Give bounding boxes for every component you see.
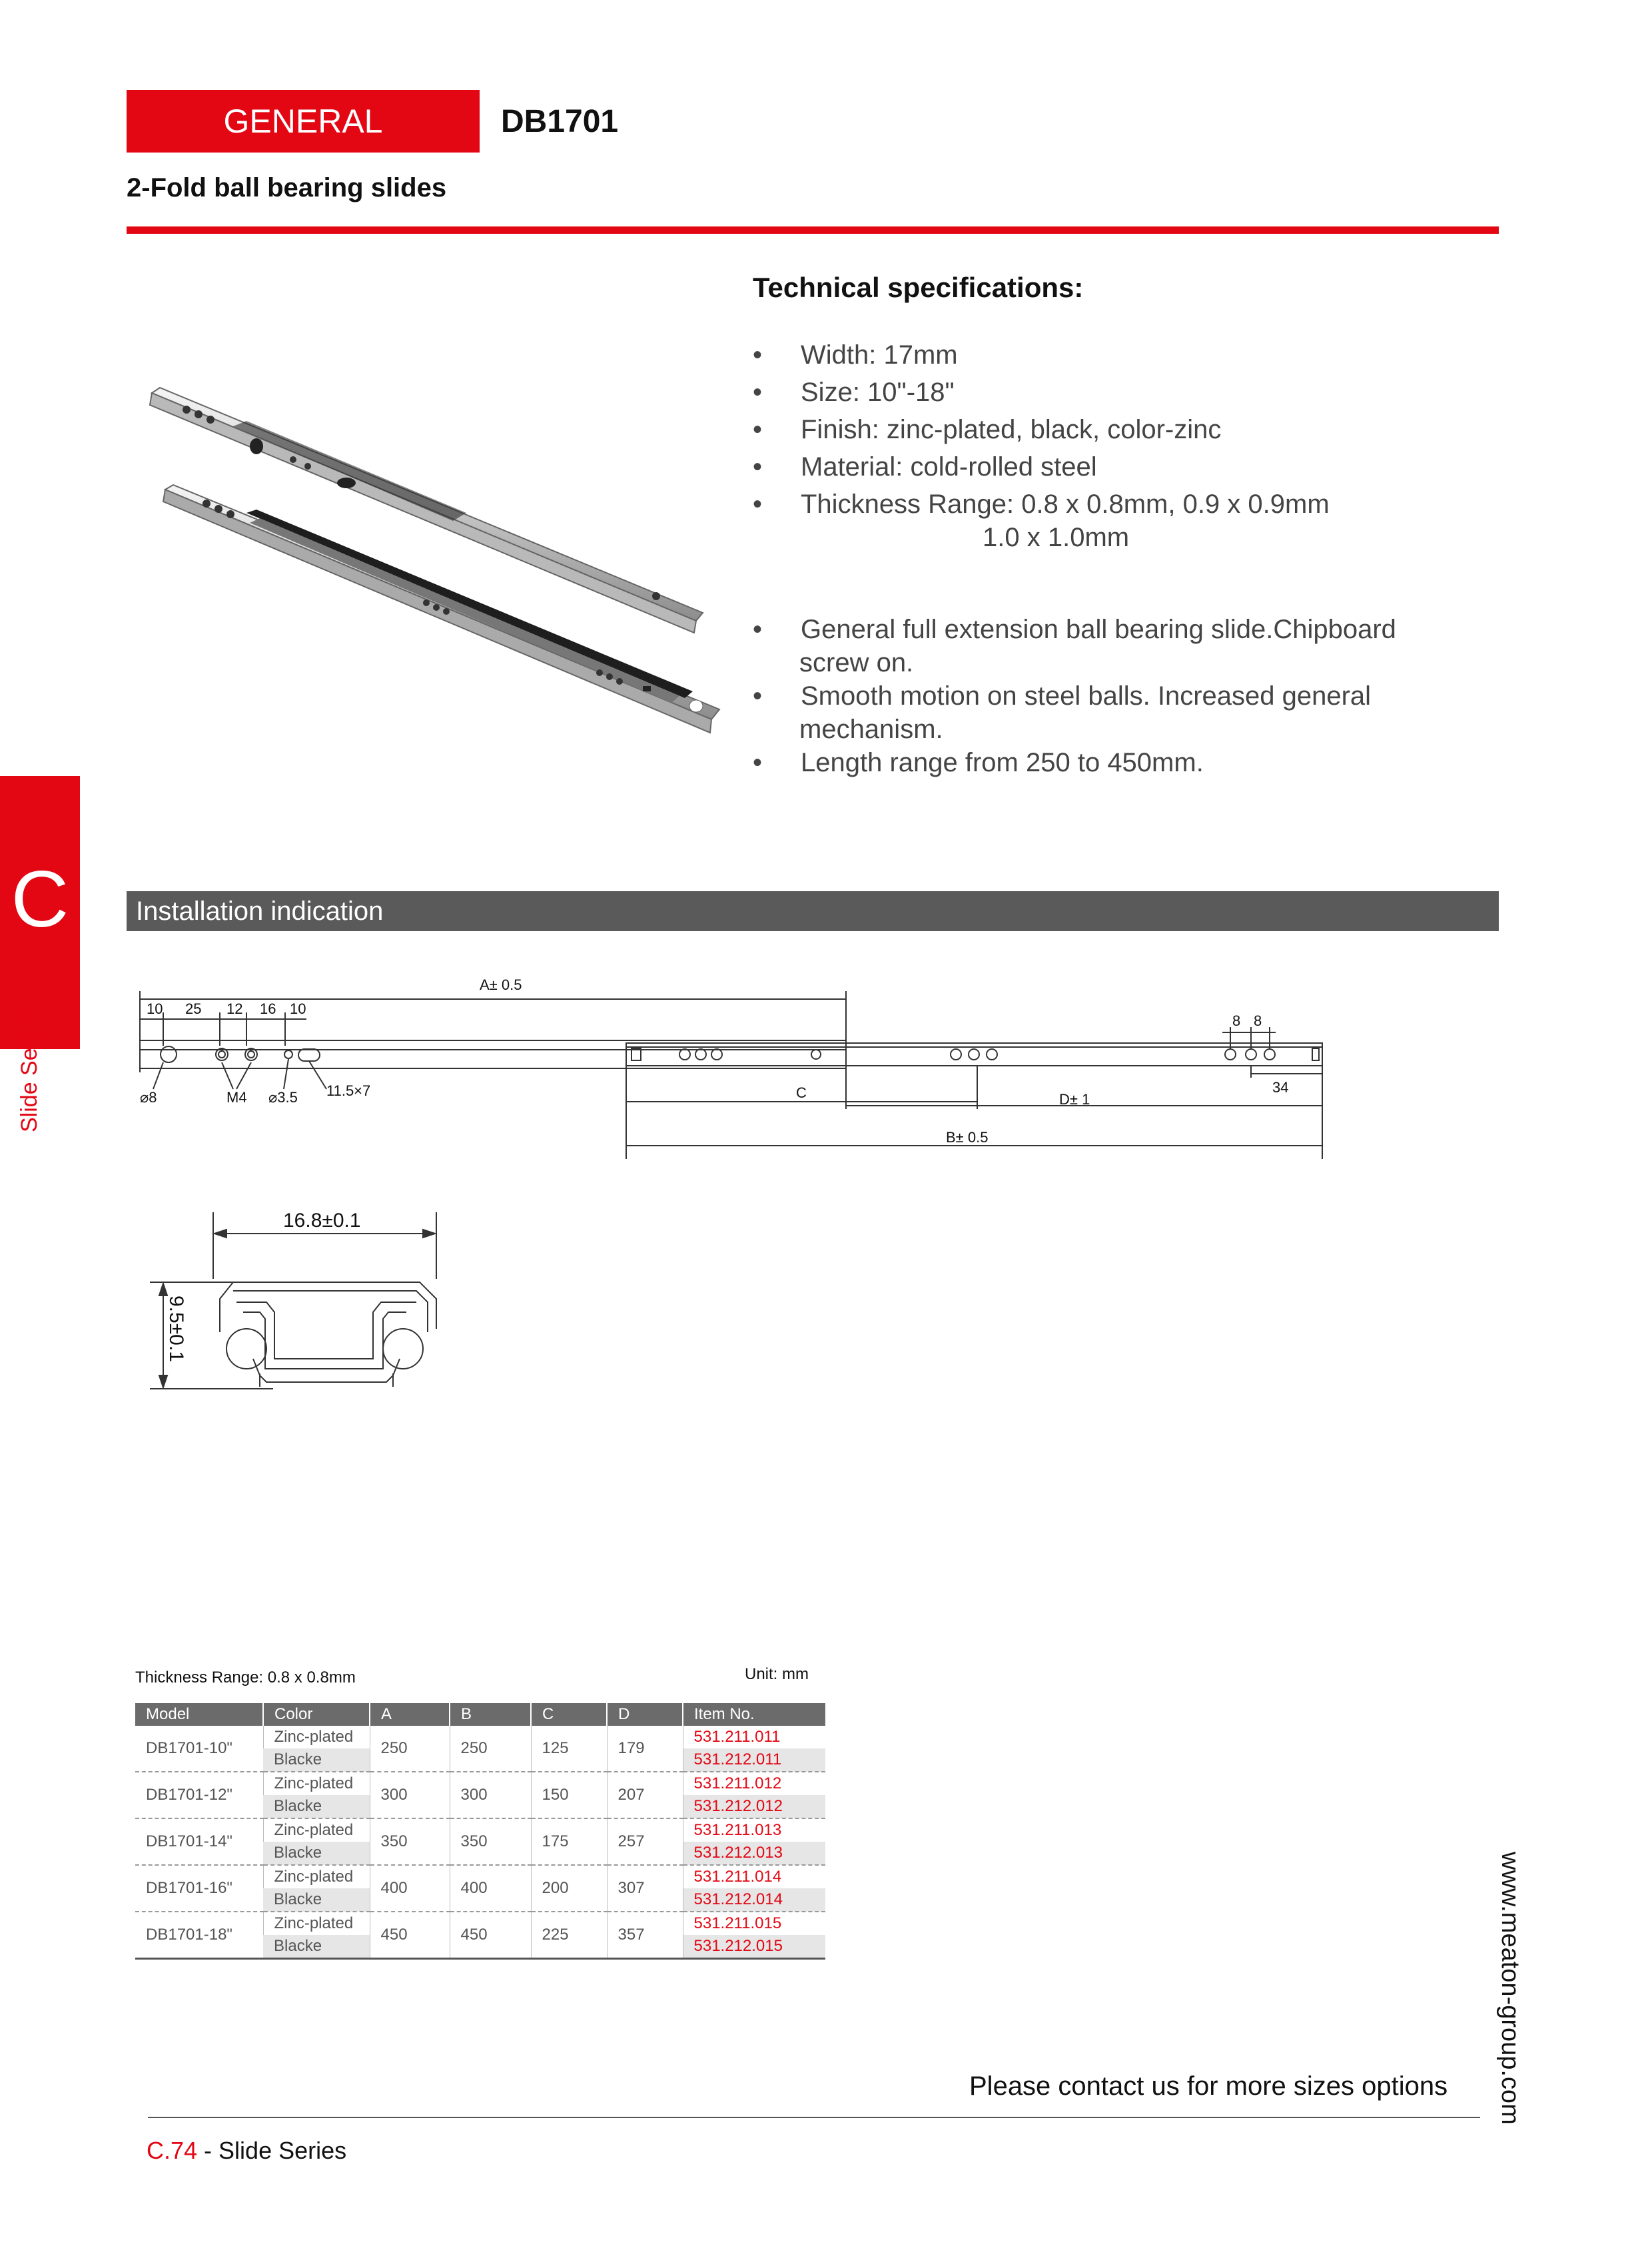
section-letter: C: [11, 855, 69, 944]
spec-item: • Material: cold-rolled steel: [753, 448, 1485, 486]
spec-item: • Size: 10"-18": [753, 374, 1485, 411]
dim-a: A± 0.5: [480, 976, 522, 993]
dim-height: 9.5±0.1: [165, 1296, 187, 1362]
label-hole-3-5: ⌀3.5: [268, 1089, 298, 1106]
website-url: www.meaton-group.com: [1496, 1852, 1524, 2125]
bullet-icon: •: [753, 415, 763, 444]
table-unit: Unit: mm: [745, 1665, 809, 1683]
specs-list: [753, 336, 1485, 556]
feature-item: • Smooth motion on steel balls. Increased general: [753, 679, 1485, 713]
table-row: DB1701-14" Zinc-plated 350 350 175 257 531.211.013: [135, 1818, 825, 1842]
spec-item-continuation: 1.0 x 1.0mm: [983, 523, 1130, 552]
table-row: Blacke 531.212.013: [135, 1842, 825, 1865]
table-row: Blacke 531.212.011: [135, 1748, 825, 1772]
dim-8a: 8: [1232, 1012, 1241, 1029]
side-series-label: Slide Series: [17, 1011, 42, 1132]
contact-note: Please contact us for more sizes options: [969, 2071, 1448, 2101]
dim-width: 16.8±0.1: [283, 1210, 361, 1232]
category-tab: GENERAL: [127, 90, 480, 153]
dim-34: 34: [1272, 1079, 1289, 1096]
dim-25: 25: [185, 1000, 202, 1017]
col-c: C: [531, 1703, 607, 1726]
table-row: DB1701-16" Zinc-plated 400 400 200 307 531.211.014: [135, 1865, 825, 1888]
table-row: DB1701-10" Zinc-plated 250 250 125 179 531.211.011: [135, 1726, 825, 1748]
dim-12: 12: [226, 1000, 243, 1017]
product-image: [133, 373, 733, 746]
col-item-no: Item No.: [683, 1703, 825, 1726]
col-model: Model: [135, 1703, 263, 1726]
bullet-icon: •: [753, 681, 763, 711]
dim-d: D± 1: [1059, 1091, 1090, 1108]
bullet-icon: •: [753, 340, 763, 370]
feature-item: • General full extension ball bearing slide.Chipboard: [753, 613, 1485, 646]
features-list: [753, 613, 1485, 779]
footer-divider: [148, 2117, 1480, 2118]
dim-10a: 10: [147, 1000, 163, 1017]
feature-item: • Length range from 250 to 450mm.: [753, 746, 1485, 779]
spec-item: • Width: 17mm: [753, 336, 1485, 374]
label-hole-8: ⌀8: [140, 1089, 157, 1106]
label-m4: M4: [226, 1089, 247, 1106]
table-row: Blacke 531.212.014: [135, 1888, 825, 1912]
table-row: Blacke 531.212.015: [135, 1935, 825, 1959]
spec-item: • Finish: zinc-plated, black, color-zinc: [753, 411, 1485, 448]
installation-section-title: Installation indication: [127, 891, 1499, 931]
table-caption: Thickness Range: 0.8 x 0.8mm: [135, 1669, 356, 1686]
table-header-row: [135, 1703, 825, 1726]
page-number: C.74 - Slide Series: [147, 2137, 347, 2164]
dim-10b: 10: [290, 1000, 306, 1017]
spec-item: • Thickness Range: 0.8 x 0.8mm, 0.9 x 0.9mm: [753, 486, 1485, 523]
dim-8b: 8: [1254, 1012, 1262, 1029]
bullet-icon: •: [753, 615, 763, 644]
bullet-icon: •: [753, 490, 763, 519]
table-row: DB1701-12" Zinc-plated 300 300 150 207 531.211.012: [135, 1772, 825, 1795]
model-number: DB1701: [501, 104, 619, 139]
table-row: Blacke 531.212.012: [135, 1795, 825, 1818]
feature-item-wrap: mechanism.: [799, 715, 943, 744]
bullet-icon: •: [753, 378, 763, 407]
header-divider: [127, 226, 1499, 234]
col-color: Color: [263, 1703, 370, 1726]
bullet-icon: •: [753, 748, 763, 777]
feature-item-wrap: screw on.: [799, 648, 914, 677]
label-slot: 11.5×7: [326, 1082, 371, 1099]
bullet-icon: •: [753, 452, 763, 482]
col-d: D: [607, 1703, 683, 1726]
dim-c: C: [796, 1084, 807, 1101]
size-table: [135, 1703, 825, 1960]
installation-drawing: [127, 966, 1339, 1166]
col-a: A: [370, 1703, 450, 1726]
table-row: DB1701-18" Zinc-plated 450 450 225 357 531.211.015: [135, 1912, 825, 1935]
cross-section-drawing: [133, 1199, 480, 1399]
specs-title: Technical specifications:: [753, 272, 1084, 303]
col-b: B: [450, 1703, 531, 1726]
product-subtitle: 2-Fold ball bearing slides: [127, 173, 447, 202]
dim-16: 16: [260, 1000, 276, 1017]
dim-b: B± 0.5: [946, 1129, 989, 1146]
